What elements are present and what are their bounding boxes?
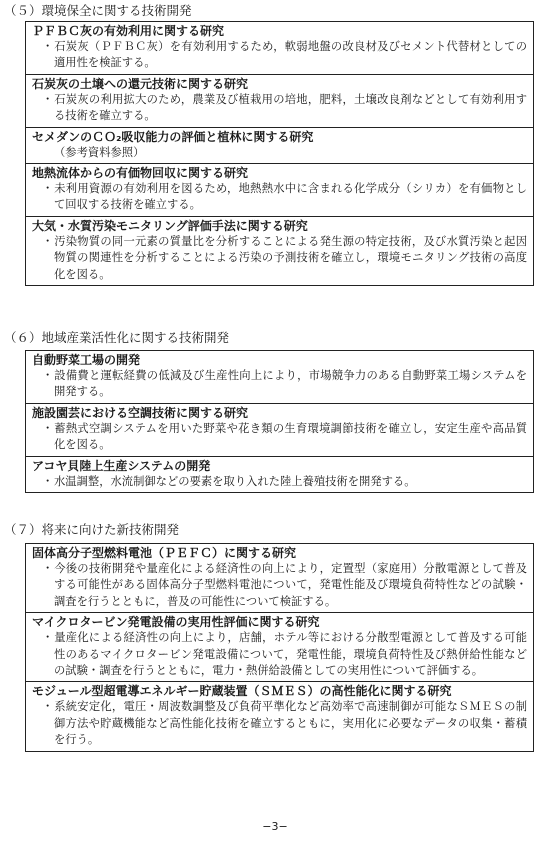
bullet-icon: ・ [42,369,54,382]
bullet-icon: ・ [42,562,54,575]
bullet-icon: ・ [42,182,54,196]
item-description: ・未利用資源の有効利用を図るため，地熱熱水中に含まれる化学成分（シリカ）を有価物として回収する技術を確立する。 [42,182,527,212]
item-title: モジュール型超電導エネルギー貯蔵装置（ＳＭＥＳ）の高性能化に関する研究 [32,684,452,699]
research-item [26,612,533,681]
item-description: ・設備費と運転経費の低減及び生産性向上により，市場競争力のある自動野菜工場システムを開発する。 [42,369,527,399]
section-heading: （６）地域産業活性化に関する技術開発 [4,330,230,345]
bullet-icon: ・ [42,92,54,106]
research-item [26,127,533,163]
bullet-icon: ・ [42,474,54,488]
bullet-icon: ・ [42,234,54,248]
research-item [26,403,533,456]
research-item [26,216,533,285]
item-description: ・石炭灰（ＰＦＢＣ灰）を有効利用するため，軟弱地盤の改良材及びセメント代替材としての適用性を検証する。 [42,40,527,70]
section-heading: （７）将来に向けた新技術開発 [4,522,180,537]
page-number: −3− [262,820,288,833]
item-title: セメダンのＣＯ₂吸収能力の評価と植林に関する研究 [32,129,314,144]
item-description: ・石炭灰の利用拡大のため，農業及び植栽用の培地，肥料，土壌改良剤などとして有効利用する技術を確立する。 [42,92,527,123]
item-title: 大気・水質汚染モニタリング評価手法に関する研究 [32,218,308,233]
section-box [25,350,534,493]
bullet-icon: ・ [42,421,54,435]
item-title: 施設園芸における空調技術に関する研究 [32,405,249,420]
item-title: 自動野菜工場の開発 [32,353,141,367]
bullet-icon: ・ [42,40,54,53]
item-title: マイクロタービン発電設備の実用性評価に関する研究 [32,615,320,630]
section-heading: （５）環境保全に関する技術開発 [4,3,192,18]
item-title: 地熱流体からの有価物回収に関する研究 [32,166,249,181]
bullet-icon: ・ [42,700,54,714]
item-note: （参考資料参照） [54,145,145,159]
item-title: 石炭灰の土壌への還元技術に関する研究 [32,76,249,91]
item-title: ＰＦＢＣ灰の有効利用に関する研究 [32,24,225,38]
research-item [26,351,533,403]
research-item [26,74,533,127]
item-title: アコヤ貝陸上生産システムの開発 [32,458,211,473]
research-item [26,544,533,612]
section-box [25,543,534,752]
item-description: ・系統安定化，電圧・周波数調整及び負荷平準化など高効率で高速制御が可能なＳＭＥＳの制御方法や貯蔵機能など高性能化技術を確立するともに，実用化に必要なデータの収集・蓄積を行う。 [42,700,527,747]
research-item [26,163,533,216]
item-description: ・水温調整，水流制御などの要素を取り入れた陸上養殖技術を開発する。 [32,474,527,490]
research-item [26,456,533,492]
item-title: 固体高分子型燃料電池（ＰＥＦＣ）に関する研究 [32,546,297,560]
item-description: ・今後の技術開発や量産化による経済性の向上により，定置型（家庭用）分散電源として普及する可能性がある固体高分子型燃料電池について，発電性能及び環境負荷特性などの試験・調査を行うとともに，普及の可能性について検証する。 [42,562,527,608]
research-item [26,681,533,750]
item-description: ・量産化による経済性の向上により，店舗，ホテル等における分散型電源として普及する可能性のあるマイクロタービン発電設備について，発電性能，環境負荷特性及び熱併給性能などの試験・調査を行うとともに，電力・熱併給設備としての実用性について評価する。 [42,631,527,678]
section-box [25,21,534,286]
bullet-icon: ・ [42,631,54,645]
item-description: ・汚染物質の同一元素の質量比を分析することによる発生源の特定技術，及び水質汚染と起因物質の関連性を分析することによる汚染の予測技術を確立し，環境モニタリング技術の高度化を図る。 [42,234,527,281]
research-item [26,22,533,74]
item-description: ・蓄熱式空調システムを用いた野菜や花き類の生育環境調節技術を確立し，安定生産や高品質化を図る。 [42,421,527,452]
